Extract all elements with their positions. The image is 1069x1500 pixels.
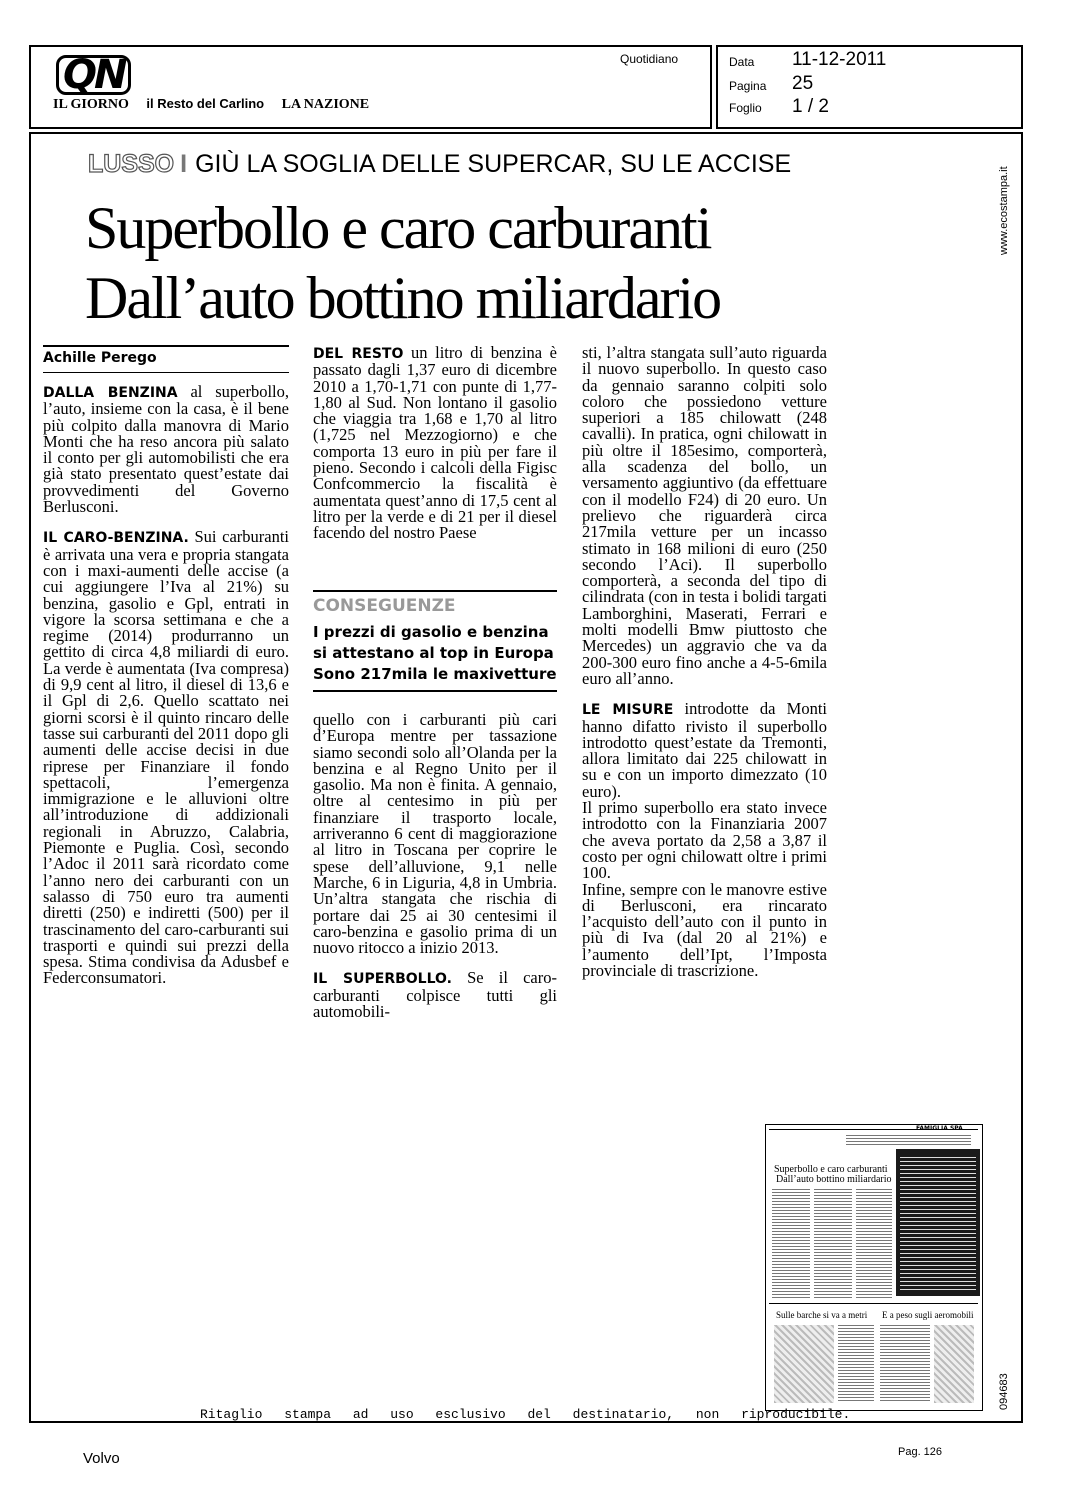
meta-value-pagina: 25 xyxy=(792,73,814,94)
byline-top-rule xyxy=(43,345,289,347)
kicker-text: GIÙ LA SOGLIA DELLE SUPERCAR, SU LE ACCISE xyxy=(195,150,792,178)
paragraph: Il primo superbollo era stato invece introdotto con la Finanziaria 2007 che aveva portato da 2,58 a 3,87 il costo per ogni chilowatt oltre i primi 100. xyxy=(582,798,827,883)
paragraph: IL SUPERBOLLO. Se il caro-carburanti colpisce tutti gli automobili- xyxy=(313,968,557,1022)
qn-logo: QN xyxy=(56,55,131,95)
column-1 xyxy=(43,384,289,1001)
paragraph: Infine, sempre con le manovre estive di Berlusconi, era rincarato l’acquisto dell’auto con il punto in più di Iva (dal 20 al 21%) e l’aumento dell’Ipt, l’Imposta provinciale di trascrizione. xyxy=(582,879,827,980)
publication-type: Quotidiano xyxy=(620,52,679,66)
paragraph: DALLA BENZINA al superbollo, l’auto, insieme con la casa, è il bene più colpito dalla manovra di Mario Monti che ha reso ancora più salato il conto per gli automobilisti che era già stato presentato quest’estate dai provvedimenti del Governo Berlusconi. xyxy=(43,382,289,517)
publication-list xyxy=(53,96,383,113)
meta-label-data: Data xyxy=(729,55,755,69)
footer-page: Pag. 126 xyxy=(898,1446,943,1458)
byline: Achille Perego xyxy=(43,350,157,366)
pullquote-bottom-rule xyxy=(313,690,557,692)
paragraph: quello con i carburanti più cari d’Europa mentre per tassazione siamo secondi solo all’Olanda per la benzina e al Regno Unito per il gasolio. Ma non è finita. A gennaio, oltre al centesimo in più per finanziare il trasporto locale, arriveranno 6 cent di maggiorazione al litro in Toscana per coprire le spese dell’alluvione, 9,1 nelle Marche, 6 in Liguria, 4,8 in Umbria. Un’altra stangata che rischia di portare dai 25 ai 30 centesimi il caro-benzina e gasolio prima di un nuovo ritocco a inizio 2013. xyxy=(313,710,557,958)
pullquote-text: I prezzi di gasolio e benzina si attestano al top in Europa Sono 217mila le maxivetture xyxy=(313,623,557,683)
page-thumbnail xyxy=(765,1124,983,1411)
footer-client: Volvo xyxy=(83,1450,120,1467)
kicker-section: LUSSO xyxy=(88,150,175,178)
headline-line-1: Superbollo e caro carburanti xyxy=(85,195,711,261)
thumb-headline-2: Dall’auto bottino miliardario xyxy=(776,1174,892,1185)
thumb-photo xyxy=(934,1325,974,1403)
thumb-story-left: Sulle barche si va a metri xyxy=(776,1310,868,1320)
meta-label-pagina: Pagina xyxy=(729,79,767,93)
pullquote-top-rule xyxy=(313,590,557,592)
byline-bottom-rule xyxy=(43,372,289,373)
publication-resto-del-carlino: il Resto del Carlino xyxy=(146,96,265,111)
thumb-section: FAMIGLIA SPA xyxy=(916,1125,963,1132)
side-url: www.ecostampa.it xyxy=(998,166,1010,255)
meta-value-foglio: 1 / 2 xyxy=(792,96,829,117)
meta-value-data: 11-12-2011 xyxy=(792,49,887,70)
publication-la-nazione: LA NAZIONE xyxy=(281,97,370,112)
column-2-bottom xyxy=(313,712,557,1034)
publication-il-giorno: IL GIORNO xyxy=(53,97,129,112)
thumb-photo xyxy=(774,1325,834,1403)
kicker-separator: I xyxy=(180,150,188,178)
thumb-story-right: E a peso sugli aeromobili xyxy=(882,1310,974,1320)
column-3 xyxy=(582,345,827,993)
paragraph: DEL RESTO un litro di benzina è passato dagli 1,37 euro di dicembre 2010 a 1,70-1,71 con punte di 1,77-1,80 al Sud. Non lontano il gasolio che viaggia tra 1,68 e 1,70 al litro (1,725 nel Mezzogiorno) e che comporta 13 euro in più per fare il pieno. Secondo i calcoli della Figisc Confcommercio la fiscalità è aumentata quest’anno di 17,5 cent al litro per la verde e di 21 per il diesel facendo del nostro Paese xyxy=(313,343,557,543)
thumb-headline-1: Superbollo e caro carburanti xyxy=(774,1164,888,1175)
side-code: 094683 xyxy=(998,1373,1010,1410)
pullquote-label: CONSEGUENZE xyxy=(313,596,456,616)
kicker xyxy=(88,150,791,179)
column-2-top xyxy=(313,345,557,556)
paragraph: sti, l’altra stangata sull’auto riguarda il nuovo superbollo. In questo caso da gennaio saranno colpiti solo coloro che possiedono vetture superiori a 185 chilowatt (248 cavalli). In pratica, ogni chilowatt in più oltre il 185esimo, comporterà, alla scadenza del bollo, un versamento aggiuntivo (da effettuare con il modello F24) di 20 euro. Un prelievo che riguarderà circa 217mila vetture per un incasso stimato in 168 milioni di euro (250 secondo l’Aci). Il superbollo comporterà, a seconda del tipo di cilindrata (con in testa i bolidi targati Lamborghini, Maserati, Ferrari e molti modelli Bmw piuttosto che Mercedes) un aggravio che va da 200-300 euro fino anche a 4-5-6mila euro all’anno. xyxy=(582,343,827,688)
disclaimer: Ritaglio stampa ad uso esclusivo del destinatario, non riproducibile. xyxy=(200,1407,851,1422)
paragraph: LE MISURE introdotte da Monti hanno difatto rivisto il superbollo introdotto quest’estate da Tremonti, allora limitato dai 225 chilowatt in su e con un importo dimezzato (10 euro). xyxy=(582,699,827,801)
headline-line-2: Dall’auto bottino miliardario xyxy=(85,265,721,331)
paragraph: IL CARO-BENZINA. Sui carburanti è arrivata una vera e propria stangata con i maxi-aumenti delle accise (a cui aggiungere l’Iva al 21%) su benzina, gasolio e Gpl, entrati in vigore la scorsa settimana e che a regime (2014) produrranno un gettito di circa 4,8 miliardi di euro. La verde è aumentata (Iva compresa) di 9,9 cent al litro, il diesel di 13,6 e il Gpl di 2,6. Quello scattato nei giorni scorsi è il quinto rincaro delle tasse sui carburanti del 2011 dopo gli aumenti delle accise decisi in due riprese per Finanziare il fondo spettacoli, l’emergenza immigrazione e le alluvioni oltre all’introduzione di addizionali regionali in Abruzzo, Calabria, Piemonte e Puglia. Così, secondo l’Adoc il 2011 sarà ricordato come l’anno nero dei carburanti con un salasso di 750 euro tra aumenti diretti (250) e indiretti (500) per il trascinamento del caro-carburanti sui trasporti e quindi sui prezzi della spesa. Stima condivisa da Adusbef e Federconsumatori. xyxy=(43,527,289,988)
meta-label-foglio: Foglio xyxy=(729,101,762,115)
